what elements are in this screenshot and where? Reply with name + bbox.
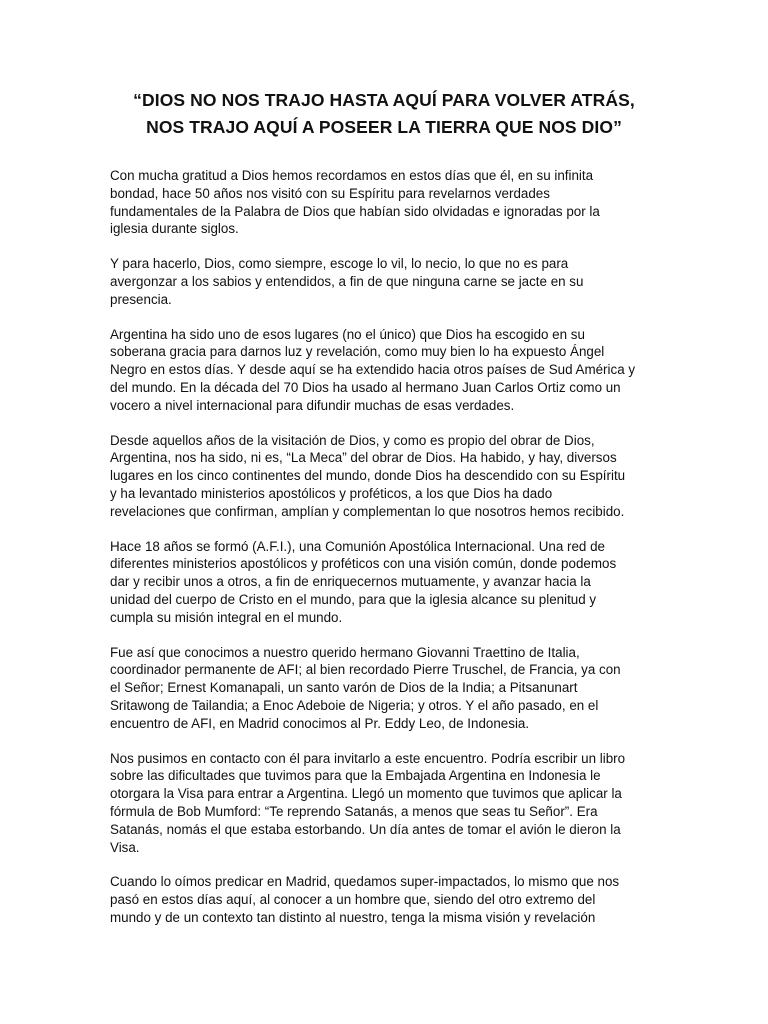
text-line: cumpla su misión integral en el mundo. [110, 609, 343, 625]
text-line: fórmula de Bob Mumford: “Te reprendo Satanás, a menos que seas tu Señor”. Era [110, 803, 598, 819]
text-line: avergonzar a los sabios y entendidos, a fin de que ninguna carne se jacte en su [110, 273, 584, 289]
text-line: Argentina, nos ha sido, ni es, “La Meca” del obrar de Dios. Ha habido, y hay, diversos [110, 450, 617, 466]
text-line: coordinador permanente de AFI; al bien recordado Pierre Truschel, de Francia, ya con [110, 662, 621, 678]
text-line: Fue así que conocimos a nuestro querido hermano Giovanni Traettino de Italia, [110, 644, 580, 660]
text-line: otorgara la Visa para entrar a Argentina. Llegó un momento que tuvimos que aplicar la [110, 786, 622, 802]
text-line: sobre las dificultades que tuvimos para que la Embajada Argentina en Indonesia le [110, 768, 601, 784]
text-line: Y para hacerlo, Dios, como siempre, escoge lo vil, lo necio, lo que no es para [110, 256, 569, 272]
text-line: soberana gracia para darnos luz y revelación, como muy bien lo ha expuesto Ángel [110, 344, 605, 360]
text-line: Sritawong de Tailandia; a Enoc Adeboie de Nigeria; y otros. Y el año pasado, en el [110, 697, 599, 713]
paragraph-1 [110, 167, 670, 238]
paragraph-2 [110, 255, 670, 308]
text-line: pasó en estos días aquí, al conocer a un hombre que, siendo del otro extremo del [110, 892, 596, 908]
paragraph-4 [110, 432, 670, 521]
text-line: Nos pusimos en contacto con él para invitarlo a este encuentro. Podría escribir un libro [110, 750, 626, 766]
text-line: Satanás, nomás el que estaba estorbando. Un día antes de tomar el avión le dieron la [110, 821, 621, 837]
text-line: encuentro de AFI, en Madrid conocimos al Pr. Eddy Leo, de Indonesia. [110, 715, 530, 731]
text-line: Desde aquellos años de la visitación de Dios, y como es propio del obrar de Dios, [110, 432, 595, 448]
text-line: Visa. [110, 839, 140, 855]
text-line: fundamentales de la Palabra de Dios que habían sido olvidadas e ignoradas por la [110, 203, 600, 219]
text-line: y ha levantado ministerios apostólicos y proféticos, a los que Dios ha dado [110, 485, 553, 501]
document-title [60, 87, 708, 141]
paragraph-6 [110, 644, 670, 733]
paragraph-5 [110, 538, 670, 627]
text-line: dar y recibir unos a otros, a fin de enriquecernos mutuamente, y avanzar hacia la [110, 574, 591, 590]
text-line: lugares en los cinco continentes del mundo, donde Dios ha descendido con su Espíritu [110, 468, 626, 484]
paragraph-7 [110, 750, 670, 857]
text-line: presencia. [110, 291, 172, 307]
paragraph-3 [110, 326, 670, 415]
title-line-1: “DIOS NO NOS TRAJO HASTA AQUÍ PARA VOLVER ATRÁS, [133, 90, 635, 110]
text-line: iglesia durante siglos. [110, 221, 239, 237]
text-line: Argentina ha sido uno de esos lugares (no el único) que Dios ha escogido en su [110, 326, 585, 342]
text-line: Hace 18 años se formó (A.F.I.), una Comunión Apostólica Internacional. Una red de [110, 538, 605, 554]
text-line: revelaciones que confirman, amplían y complementan lo que nosotros hemos recibido. [110, 503, 625, 519]
text-line: del mundo. En la década del 70 Dios ha usado al hermano Juan Carlos Ortiz como un [110, 379, 621, 395]
document-body [110, 167, 670, 944]
text-line: Cuando lo oímos predicar en Madrid, quedamos super-impactados, lo mismo que nos [110, 874, 620, 890]
text-line: el Señor; Ernest Komanapali, un santo varón de Dios de la India; a Pitsanunart [110, 680, 578, 696]
text-line: diferentes ministerios apostólicos y proféticos con una visión común, donde podemos [110, 556, 617, 572]
text-line: mundo y de un contexto tan distinto al nuestro, tenga la misma visión y revelación [110, 909, 596, 925]
text-line: Con mucha gratitud a Dios hemos recordamos en estos días que él, en su infinita [110, 168, 594, 183]
text-line: unidad del cuerpo de Cristo en el mundo, para que la iglesia alcance su plenitud y [110, 591, 597, 607]
text-line: vocero a nivel internacional para difundir muchas de esas verdades. [110, 397, 515, 413]
text-line: Negro en estos días. Y desde aquí se ha extendido hacia otros países de Sud América y [110, 362, 636, 378]
paragraph-8 [110, 873, 670, 926]
title-line-2: NOS TRAJO AQUÍ A POSEER LA TIERRA QUE NOS DIO” [146, 117, 622, 137]
text-line: bondad, hace 50 años nos visitó con su Espíritu para revelarnos verdades [110, 185, 550, 201]
